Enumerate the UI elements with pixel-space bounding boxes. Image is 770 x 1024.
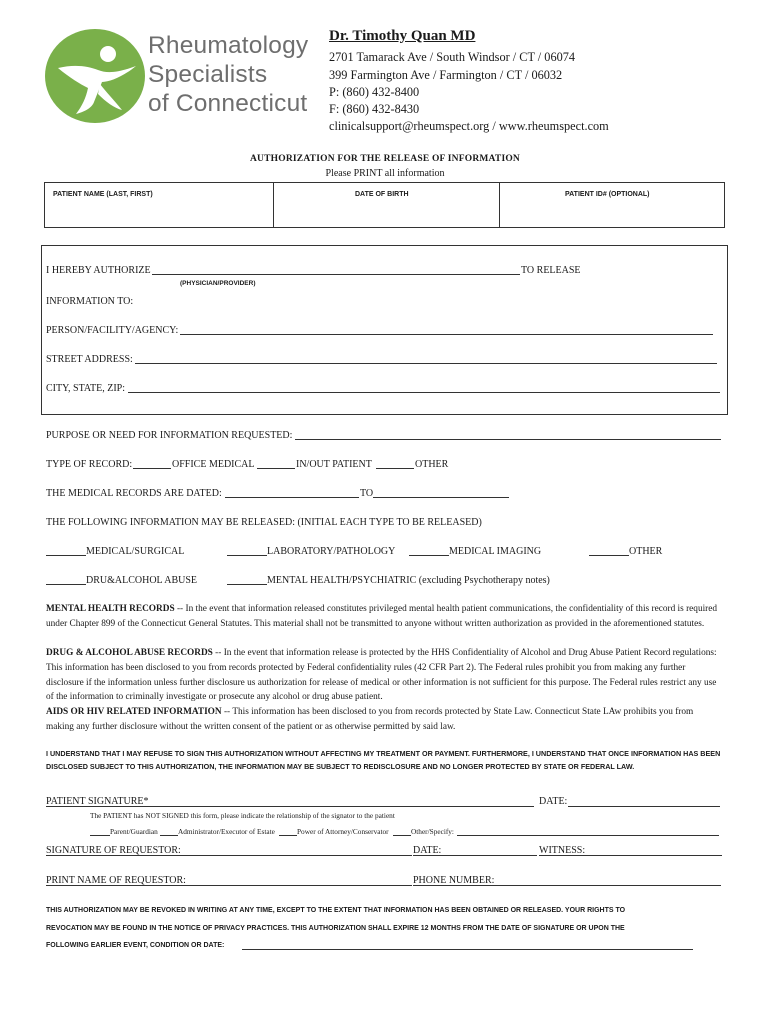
- patient-info-table: [44, 182, 725, 228]
- in-out-patient-option: IN/OUT PATIENT: [296, 459, 372, 470]
- requestor-date-label: DATE:: [413, 845, 442, 856]
- aids-hiv-paragraph: [46, 705, 722, 735]
- requestor-signature-label: SIGNATURE OF REQUESTOR:: [46, 845, 181, 856]
- print-name-label: PRINT NAME OF REQUESTOR:: [46, 875, 186, 886]
- city-label: CITY, STATE, ZIP:: [46, 383, 126, 394]
- print-name-field[interactable]: [46, 885, 412, 886]
- purpose-field[interactable]: [295, 439, 721, 440]
- person-field[interactable]: [180, 334, 713, 335]
- administrator-option: Administrator/Executor of Estate: [178, 827, 275, 836]
- physician-sub-label: (PHYSICIAN/PROVIDER): [180, 280, 256, 287]
- aids-hiv-text: -- This information has been disclosed to you from records protected by State Law. Connecticut State LAw prohibits you from making any further disclosure without the written consent of the patient or as otherwise permitted by said law.: [46, 707, 694, 732]
- authorize-prefix: I HEREBY AUTHORIZE: [46, 265, 151, 276]
- drug-alcohol-text: -- In the event that information release is protected by the HHS Confidentiality of Alcohol and Drug Abuse Patient Record regulations: This information has been disclosed to you from records protected by Federal confidentiality rules (42 CFR Part 2). The Federal rules prohibit you from making any further disclosure if the information unless further disclosure us authorization for release of medical or other information is not sufficient for this purpose. The Federal rules restrict any use of the information to criminally investigate or prosecute any alcohol or drug abuse patient.: [46, 648, 717, 703]
- mental-health-initial[interactable]: [227, 584, 267, 585]
- patient-signature-label: PATIENT SIGNATURE*: [46, 796, 149, 807]
- patient-id-label: PATIENT ID# (OPTIONAL): [565, 191, 650, 198]
- lab-option: LABORATORY/PATHOLOGY: [267, 546, 396, 557]
- table-divider: [273, 183, 274, 227]
- mental-health-paragraph: [46, 602, 722, 632]
- logo-mark-icon: [44, 28, 146, 124]
- release-label: THE FOLLOWING INFORMATION MAY BE RELEASED: (INITIAL EACH TYPE TO BE RELEASED): [46, 517, 482, 528]
- lab-initial[interactable]: [227, 555, 267, 556]
- phone-number-field[interactable]: [413, 885, 721, 886]
- revoke-line1: THIS AUTHORIZATION MAY BE REVOKED IN WRITING AT ANY TIME, EXCEPT TO THE EXTENT THAT INFORMATION HAS BEEN OBTAINED OR RELEASED. YOUR RIGHTS TO: [46, 907, 626, 914]
- dated-to-field[interactable]: [373, 497, 509, 498]
- phone-number-label: PHONE NUMBER:: [413, 875, 495, 886]
- medical-surgical-initial[interactable]: [46, 555, 86, 556]
- address-line1: 2701 Tamarack Ave / South Windsor / CT / 06074: [329, 50, 576, 64]
- parent-guardian-blank[interactable]: [90, 835, 110, 836]
- street-label: STREET ADDRESS:: [46, 354, 133, 365]
- parent-guardian-option: Parent/Guardian: [110, 827, 158, 836]
- revoke-line2: REVOCATION MAY BE FOUND IN THE NOTICE OF PRIVACY PRACTICES. THIS AUTHORIZATION SHALL EXPIRE 12 MONTHS FROM THE DATE OF SIGNATURE OR UPON THE: [46, 925, 625, 932]
- dated-to-label: TO: [360, 488, 374, 499]
- patient-name-label: PATIENT NAME (LAST, FIRST): [53, 191, 153, 198]
- form-subtitle: Please PRINT all information: [325, 168, 445, 179]
- logo-text-line3: of Connecticut: [148, 90, 308, 117]
- administrator-blank[interactable]: [160, 835, 178, 836]
- other-initial[interactable]: [589, 555, 629, 556]
- other-specify-blank[interactable]: [393, 835, 411, 836]
- revoke-line3: FOLLOWING EARLIER EVENT, CONDITION OR DATE:: [46, 942, 225, 949]
- fax-number: F: (860) 432-8430: [329, 102, 420, 116]
- witness-field[interactable]: [539, 855, 722, 856]
- mental-health-option: MENTAL HEALTH/PSYCHIATRIC (excluding Psychotherapy notes): [267, 575, 550, 586]
- info-to-label: INFORMATION TO:: [46, 296, 134, 307]
- medical-surgical-option: MEDICAL/SURGICAL: [86, 546, 185, 557]
- mental-health-heading: MENTAL HEALTH RECORDS: [46, 604, 175, 614]
- address-line2: 399 Farmington Ave / Farmington / CT / 06032: [329, 68, 563, 82]
- requestor-date-field[interactable]: [413, 855, 537, 856]
- physician-field[interactable]: [152, 274, 520, 275]
- logo-text-line2: Specialists: [148, 61, 268, 88]
- other-specify-field[interactable]: [457, 835, 719, 836]
- authorize-suffix: TO RELEASE: [521, 265, 581, 276]
- other-record-option: OTHER: [415, 459, 449, 470]
- in-out-patient-blank[interactable]: [257, 468, 295, 469]
- other-record-blank[interactable]: [376, 468, 414, 469]
- office-medical-option: OFFICE MEDICAL: [172, 459, 255, 470]
- record-type-label: TYPE OF RECORD:: [46, 459, 133, 470]
- patient-date-field[interactable]: [568, 806, 720, 807]
- form-title: AUTHORIZATION FOR THE RELEASE OF INFORMATION: [250, 154, 520, 164]
- drug-alcohol-paragraph: [46, 646, 722, 705]
- witness-label: WITNESS:: [539, 845, 586, 856]
- drug-alcohol-heading: DRUG & ALCOHOL ABUSE RECORDS: [46, 648, 213, 658]
- patient-date-label: DATE:: [539, 796, 568, 807]
- power-of-attorney-blank[interactable]: [279, 835, 297, 836]
- phone-number: P: (860) 432-8400: [329, 85, 420, 99]
- patient-signature-field[interactable]: [46, 806, 534, 807]
- dated-label: THE MEDICAL RECORDS ARE DATED:: [46, 488, 222, 499]
- logo-text-line1: Rheumatology: [148, 32, 309, 59]
- mental-health-text: -- In the event that information released constitutes privileged mental health patient communications, the confidentiality of this record is required under Chapter 899 of the Connecticut General Statutes. This material shall not be transmitted to anyone without written authorization as provided in the aforementioned statutes.: [46, 604, 718, 629]
- purpose-label: PURPOSE OR NEED FOR INFORMATION REQUESTED:: [46, 430, 293, 441]
- requestor-signature-field[interactable]: [46, 855, 412, 856]
- dob-label: DATE OF BIRTH: [355, 191, 409, 198]
- other-specify-option: Other/Specify:: [411, 827, 454, 836]
- office-medical-blank[interactable]: [133, 468, 171, 469]
- other-option: OTHER: [629, 546, 663, 557]
- drug-alcohol-option: DRU&ALCOHOL ABUSE: [86, 575, 198, 586]
- city-field[interactable]: [128, 392, 720, 393]
- contact-info: clinicalsupport@rheumspect.org / www.rheumspect.com: [329, 119, 609, 133]
- expiration-event-field[interactable]: [242, 949, 693, 950]
- doctor-name: Dr. Timothy Quan MD: [329, 28, 476, 44]
- dated-from-field[interactable]: [225, 497, 359, 498]
- street-field[interactable]: [135, 363, 717, 364]
- not-signed-note: The PATIENT has NOT SIGNED this form, please indicate the relationship of the signator to the patient: [90, 811, 395, 820]
- imaging-option: MEDICAL IMAGING: [449, 546, 542, 557]
- imaging-initial[interactable]: [409, 555, 449, 556]
- power-of-attorney-option: Power of Attorney/Conservator: [297, 827, 389, 836]
- understand-statement: I UNDERSTAND THAT I MAY REFUSE TO SIGN THIS AUTHORIZATION WITHOUT AFFECTING MY TREATMENT OR PAYMENT. FURTHERMORE, I UNDERSTAND THAT ONCE INFORMATION HAS BEEN DISCLOSED SUBJECT TO THIS AUTHORIZATION, THE INFORMATION MAY BE SUBJECT TO REDISCLOSURE AND NO LONGER PROTECTED BY STATE OR FEDERAL LAW.: [46, 749, 721, 771]
- aids-hiv-heading: AIDS OR HIV RELATED INFORMATION: [46, 707, 222, 717]
- person-label: PERSON/FACILITY/AGENCY:: [46, 325, 179, 336]
- table-divider: [499, 183, 500, 227]
- drug-alcohol-initial[interactable]: [46, 584, 86, 585]
